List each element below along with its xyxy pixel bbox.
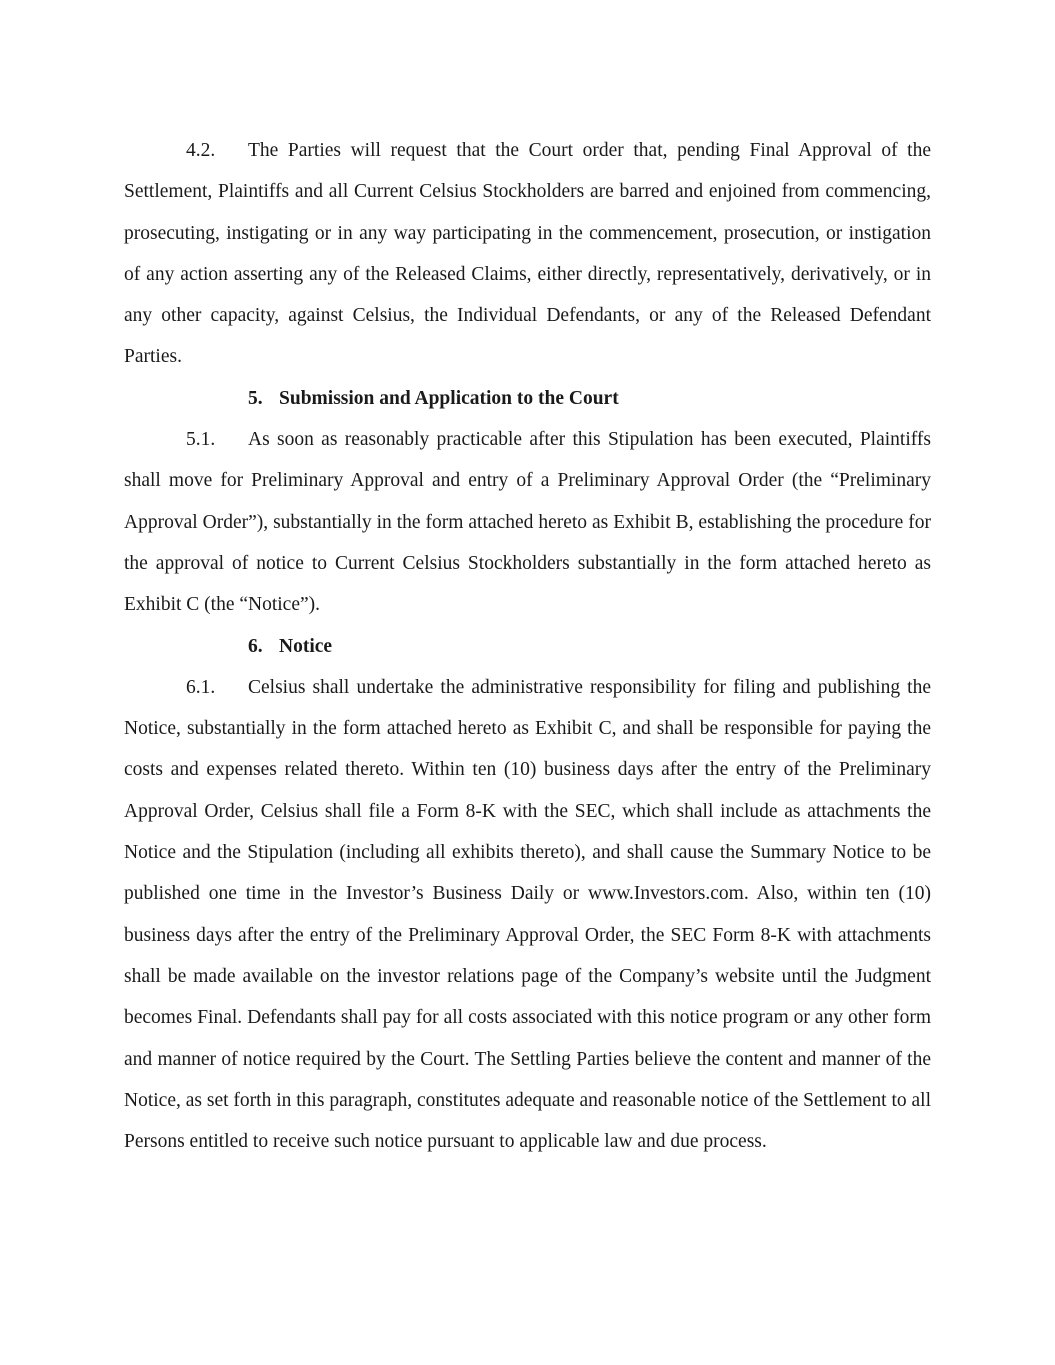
section-heading-6 [124, 626, 931, 667]
paragraph-text: The Parties will request that the Court order that, pending Final Approval of the Settlement, Plaintiffs and all Current Celsius Stockholders are barred and enjoined from commencing, prosecuting, instigating or in any way participating in the commencement, prosecution, or instigation of any action asserting any of the Released Claims, either directly, representatively, derivatively, or in any other capacity, against Celsius, the Individual Defendants, or any of the Released Defendant Parties. [124, 140, 931, 368]
section-heading-5 [124, 378, 931, 419]
section-number: 6. [248, 635, 263, 657]
section-title: Submission and Application to the Court [279, 387, 619, 409]
paragraph-number: 6.1. [186, 676, 216, 698]
section-number: 5. [248, 387, 263, 409]
document-page [124, 130, 931, 1162]
paragraph-text: As soon as reasonably practicable after this Stipulation has been executed, Plaintiffs shall move for Preliminary Approval and entry of a Preliminary Approval Order (the “Preliminary Approval Order”), substantially in the form attached hereto as Exhibit B, establishing the procedure for the approval of notice to Current Celsius Stockholders substantially in the form attached hereto as Exhibit C (the “Notice”). [124, 429, 931, 616]
paragraph-4-2 [124, 130, 931, 378]
section-title: Notice [279, 635, 333, 657]
paragraph-5-1 [124, 419, 931, 625]
paragraph-6-1 [124, 667, 931, 1163]
paragraph-number: 5.1. [186, 429, 216, 451]
paragraph-number: 4.2. [186, 140, 216, 161]
paragraph-text: Celsius shall undertake the administrative responsibility for filing and publishing the Notice, substantially in the form attached hereto as Exhibit C, and shall be responsible for paying the costs and expenses related thereto. Within ten (10) business days after the entry of the Preliminary Approval Order, Celsius shall file a Form 8-K with the SEC, which shall include as attachments the Notice and the Stipulation (including all exhibits thereto), and shall cause the Summary Notice to be published one time in the Investor’s Business Daily or www.Investors.com. Also, within ten (10) business days after the entry of the Preliminary Approval Order, the SEC Form 8-K with attachments shall be made available on the investor relations page of the Company’s website until the Judgment becomes Final. Defendants shall pay for all costs associated with this notice program or any other form and manner of notice required by the Court. The Settling Parties believe the content and manner of the Notice, as set forth in this paragraph, constitutes adequate and reasonable notice of the Settlement to all Persons entitled to receive such notice pursuant to applicable law and due process. [124, 676, 931, 1153]
